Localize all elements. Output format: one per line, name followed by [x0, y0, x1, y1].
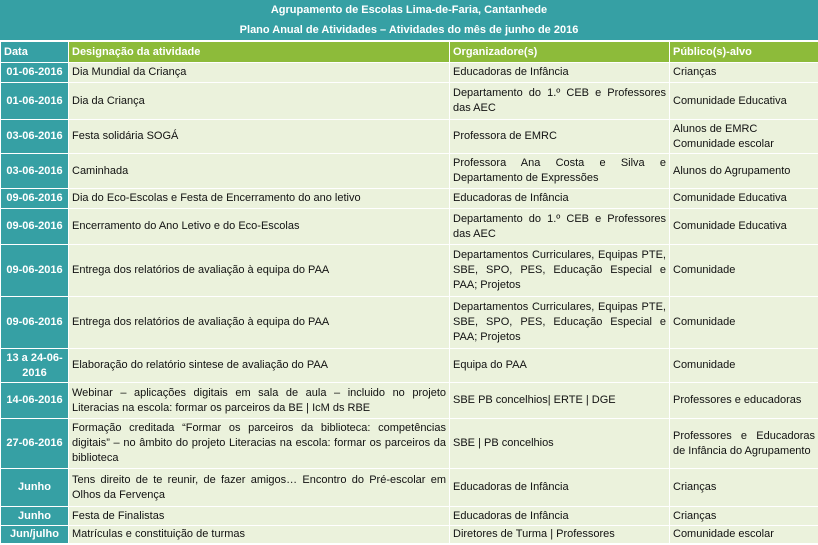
table-row [1, 83, 818, 120]
row-target: Crianças [670, 469, 818, 507]
row-organizers: Diretores de Turma | Professores [450, 526, 670, 544]
row-date: 09-06-2016 [1, 189, 69, 209]
row-activity: Formação creditada “Formar os parceiros da biblioteca: competências digitais” – no âmbito do projeto Literacias na escola: formar os parceiros da biblioteca [69, 419, 450, 469]
table-row [1, 189, 818, 209]
row-activity: Dia Mundial da Criança [69, 63, 450, 83]
row-activity: Elaboração do relatório sintese de avaliação do PAA [69, 349, 450, 383]
row-activity: Festa de Finalistas [69, 507, 450, 526]
row-date: 09-06-2016 [1, 245, 69, 297]
row-target: Professores e educadoras [670, 383, 818, 419]
row-activity: Dia do Eco-Escolas e Festa de Encerramento do ano letivo [69, 189, 450, 209]
row-date: 01-06-2016 [1, 83, 69, 120]
row-date: Jun/julho [1, 526, 69, 544]
table-row [1, 63, 818, 83]
row-activity: Tens direito de te reunir, de fazer amigos… Encontro do Pré-escolar em Olhos da Fervença [69, 469, 450, 507]
table-row [1, 419, 818, 469]
row-date: 01-06-2016 [1, 63, 69, 83]
row-activity: Matrículas e constituição de turmas [69, 526, 450, 544]
row-activity: Caminhada [69, 154, 450, 189]
row-date: 09-06-2016 [1, 209, 69, 245]
table-row [1, 469, 818, 507]
row-target: Comunidade [670, 349, 818, 383]
row-target: Comunidade [670, 245, 818, 297]
row-organizers: Departamento do 1.º CEB e Professores das AEC [450, 83, 670, 120]
school-name: Agrupamento de Escolas Lima-de-Faria, Cantanhede [270, 4, 548, 16]
row-activity: Entrega dos relatórios de avaliação à equipa do PAA [69, 297, 450, 349]
row-organizers: SBE PB concelhios| ERTE | DGE [450, 383, 670, 419]
row-activity: Dia da Criança [69, 83, 450, 120]
row-date: 09-06-2016 [1, 297, 69, 349]
table-row [1, 209, 818, 245]
column-header-target: Público(s)-alvo [670, 42, 818, 63]
row-target: Comunidade Educativa [670, 209, 818, 245]
row-target: Alunos do Agrupamento [670, 154, 818, 189]
table-row [1, 349, 818, 383]
row-organizers: Educadoras de Infância [450, 63, 670, 83]
row-target: Professores e Educadoras de Infância do Agrupamento [670, 419, 818, 469]
table-row [1, 297, 818, 349]
row-organizers: SBE | PB concelhios [450, 419, 670, 469]
table-row [1, 154, 818, 189]
row-date: Junho [1, 469, 69, 507]
row-organizers: Educadoras de Infância [450, 469, 670, 507]
row-activity: Encerramento do Ano Letivo e do Eco-Escolas [69, 209, 450, 245]
row-date: Junho [1, 507, 69, 526]
row-organizers: Departamentos Curriculares, Equipas PTE, SBE, SPO, PES, Educação Especial e PAA; Projetos [450, 245, 670, 297]
row-activity: Festa solidária SOGÁ [69, 120, 450, 154]
row-organizers: Educadoras de Infância [450, 507, 670, 526]
row-date: 03-06-2016 [1, 154, 69, 189]
activities-table [0, 41, 818, 544]
row-organizers: Equipa do PAA [450, 349, 670, 383]
row-date: 03-06-2016 [1, 120, 69, 154]
row-organizers: Professora de EMRC [450, 120, 670, 154]
row-date: 13 a 24-06-2016 [1, 349, 69, 383]
column-header-activity: Designação da atividade [69, 42, 450, 63]
document-header [0, 0, 818, 41]
row-target: Comunidade Educativa [670, 189, 818, 209]
row-organizers: Professora Ana Costa e Silva e Departamento de Expressões [450, 154, 670, 189]
table-row [1, 526, 818, 544]
row-target: Alunos de EMRC Comunidade escolar [670, 120, 818, 154]
column-header-date: Data [1, 42, 69, 63]
row-target: Comunidade Educativa [670, 83, 818, 120]
row-target: Comunidade escolar [670, 526, 818, 544]
row-activity: Webinar – aplicações digitais em sala de aula – incluido no projeto Literacias na escola: formar os parceiros da BE | IcM ds RBE [69, 383, 450, 419]
row-target: Crianças [670, 507, 818, 526]
row-target: Crianças [670, 63, 818, 83]
table-header-row [1, 42, 818, 63]
row-organizers: Departamentos Curriculares, Equipas PTE, SBE, SPO, PES, Educação Especial e PAA; Projetos [450, 297, 670, 349]
table-row [1, 120, 818, 154]
table-row [1, 507, 818, 526]
row-target: Comunidade [670, 297, 818, 349]
row-date: 27-06-2016 [1, 419, 69, 469]
column-header-organizers: Organizadore(s) [450, 42, 670, 63]
row-organizers: Departamento do 1.º CEB e Professores das AEC [450, 209, 670, 245]
row-activity: Entrega dos relatórios de avaliação à equipa do PAA [69, 245, 450, 297]
row-date: 14-06-2016 [1, 383, 69, 419]
row-organizers: Educadoras de Infância [450, 189, 670, 209]
table-row [1, 383, 818, 419]
table-row [1, 245, 818, 297]
plan-title: Plano Anual de Atividades – Atividades do mês de junho de 2016 [239, 24, 579, 36]
